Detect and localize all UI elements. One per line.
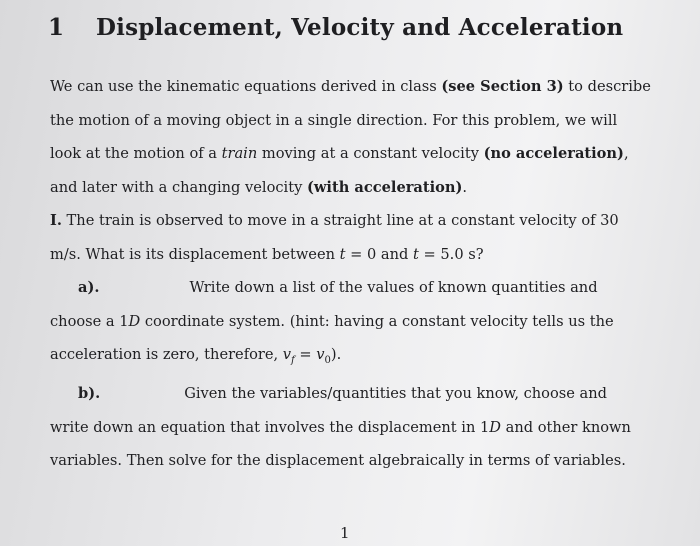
math-t: t — [339, 245, 346, 263]
part1-text: The train is observed to move in a straight line at a constant velocity of 30 — [61, 212, 619, 229]
part-a-text: Write down a list of the values of known quantities and — [189, 279, 598, 296]
math-D: D — [489, 418, 501, 436]
part1-line-2 — [50, 238, 660, 272]
part-b-line-3: variables. Then solve for the displacement algebraically in terms of variables. — [50, 452, 626, 470]
math-subscript-f: f — [291, 354, 295, 366]
subpart-label-a: a). — [78, 279, 100, 296]
section-heading — [48, 14, 623, 41]
part-a-line-1 — [50, 271, 660, 305]
part-b-line-2 — [50, 411, 660, 445]
part1-line-1 — [50, 204, 660, 238]
part-a-text: acceleration is zero, therefore, — [50, 346, 283, 363]
intro-line-1 — [50, 70, 660, 104]
math-equals: = — [294, 346, 317, 363]
section-reference: (see Section 3) — [441, 78, 564, 95]
emphasis-train: train — [221, 145, 258, 162]
part-a-line-3 — [50, 338, 660, 377]
intro-line-4 — [50, 171, 660, 205]
part1-text: = 0 and — [345, 245, 414, 263]
math-v: v — [282, 346, 292, 363]
intro-text: to describe — [563, 78, 651, 95]
math-t: t — [413, 245, 419, 263]
part-b-text: write down an equation that involves the displacement in 1 — [50, 418, 490, 436]
part-a-text: choose a 1 — [50, 312, 129, 330]
emphasis-with-acceleration: (with acceleration) — [306, 178, 463, 196]
part-b-line-1 — [50, 377, 660, 411]
part1-text: = 5.0 s? — [418, 245, 484, 263]
part-a-text: coordinate system. (hint: having a constant velocity tells us the — [140, 312, 614, 330]
intro-text: , — [623, 145, 629, 162]
emphasis-no-acceleration: (no acceleration) — [483, 145, 624, 162]
part-a-line-2 — [50, 305, 660, 339]
math-v: v — [316, 346, 325, 363]
intro-text: and later with a changing velocity — [50, 178, 307, 196]
intro-text: moving at a constant velocity — [257, 145, 484, 162]
subpart-label-b: b). — [78, 385, 101, 403]
part-label: I. — [50, 212, 62, 229]
math-D: D — [128, 312, 141, 330]
intro-text: look at the motion of a — [50, 145, 222, 162]
math-subscript-0: 0 — [324, 354, 331, 366]
section-title: Displacement, Velocity and Acceleration — [96, 14, 624, 41]
part1-text: m/s. What is its displacement between — [50, 245, 340, 263]
section-number: 1 — [48, 14, 65, 41]
intro-line-3 — [50, 137, 660, 171]
part-b-text: Given the variables/quantities that you know, choose and — [184, 385, 607, 403]
problem-body — [50, 70, 660, 478]
part-b-text: and other known — [500, 418, 631, 436]
intro-text: We can use the kinematic equations derived in class — [50, 78, 442, 95]
intro-line-2: the motion of a moving object in a single direction. For this problem, we will — [50, 111, 618, 129]
part-a-text: ). — [330, 346, 342, 363]
page-number: 1 — [340, 524, 350, 542]
intro-text: . — [462, 178, 468, 196]
